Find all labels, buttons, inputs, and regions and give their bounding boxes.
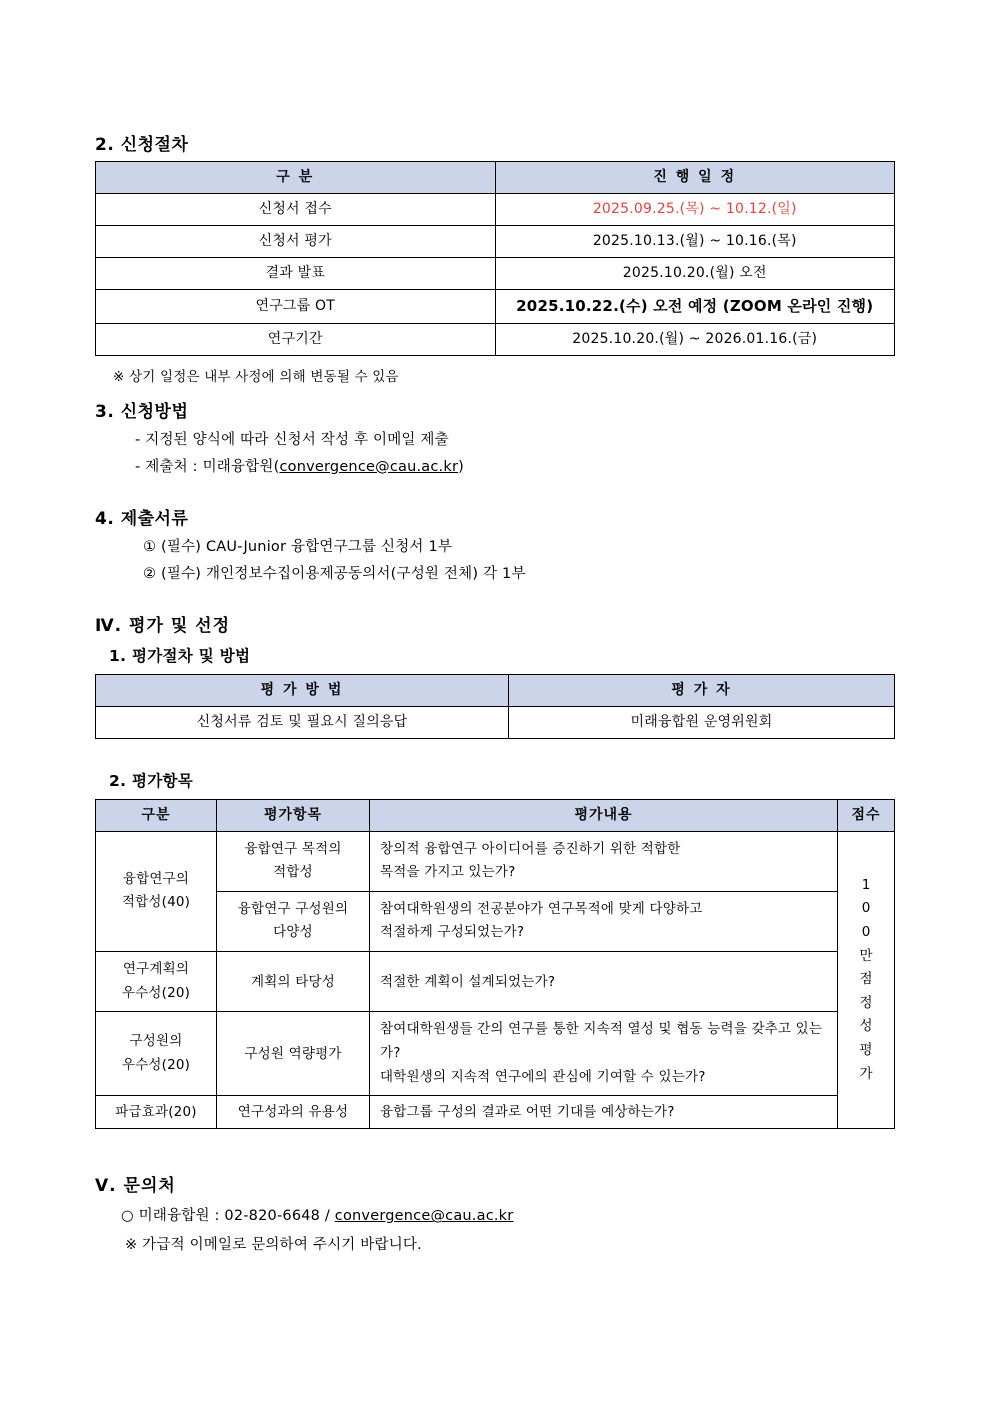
criteria-division-2-line1: 연구계획의: [122, 961, 190, 977]
criteria-division-2-line2: 우수성(20): [121, 984, 191, 1001]
documents-line-1: ① (필수) CAU-Junior 융합연구그룹 신청서 1부: [143, 538, 453, 555]
eval-value-evaluator: 미래융합원 운영위원회: [509, 706, 895, 738]
schedule-value-review: 2025.10.13.(월) ~ 10.16.(목): [495, 226, 895, 258]
criteria-desc-1-2: [370, 891, 838, 951]
table-row: [96, 831, 895, 891]
criteria-desc-1-2-line1: 참여대학원생의 전공분야가 연구목적에 맞게 다양하고: [380, 900, 703, 917]
criteria-item-1-2-line2: 다양성: [273, 924, 313, 941]
section-heading-apply-method: 3. 신청방법: [95, 401, 189, 422]
schedule-table: [95, 161, 895, 356]
schedule-label-ot: 연구그룹 OT: [96, 290, 496, 324]
criteria-desc-3-1: [370, 1012, 838, 1096]
table-row: [96, 1096, 895, 1129]
criteria-division-3-line2: 우수성(20): [121, 1056, 191, 1073]
criteria-division-1-line1: 융합연구의: [122, 870, 190, 887]
criteria-desc-4-1: 융합그룹 구성의 결과로 어떤 기대를 예상하는가?: [370, 1096, 838, 1129]
criteria-item-1-1-line2: 적합성: [273, 864, 313, 881]
score-char-2: 0: [861, 900, 871, 917]
criteria-table: [95, 799, 895, 1130]
documents-line-2: ② (필수) 개인정보수집이용제공동의서(구성원 전체) 각 1부: [143, 565, 526, 582]
criteria-division-1: [96, 831, 217, 952]
score-char-5: 점: [859, 971, 873, 988]
criteria-desc-1-1-line2: 목적을 가지고 있는가?: [380, 864, 516, 881]
schedule-header-date: 진 행 일 정: [495, 162, 895, 194]
document-content: [95, 130, 895, 1262]
section-heading-contact: Ⅴ. 문의처: [95, 1176, 176, 1197]
table-row: [96, 226, 895, 258]
eval-header-method: 평 가 방 법: [96, 674, 509, 706]
criteria-item-3-1: 구성원 역량평가: [217, 1012, 370, 1096]
schedule-label-receipt: 신청서 접수: [96, 194, 496, 226]
schedule-label-period: 연구기간: [96, 323, 496, 355]
table-header-row: [96, 674, 895, 706]
contact-line: [121, 1204, 895, 1225]
schedule-value-ot: 2025.10.22.(수) 오전 예정 (ZOOM 온라인 진행): [495, 290, 895, 324]
table-row: [96, 323, 895, 355]
schedule-value-result: 2025.10.20.(월) 오전: [495, 258, 895, 290]
table-row: [96, 1012, 895, 1096]
criteria-division-1-line2: 적합성(40): [121, 894, 191, 911]
table-header-row: [96, 799, 895, 831]
eval-header-evaluator: 평 가 자: [509, 674, 895, 706]
criteria-desc-3-1-line2: 대학원생의 지속적 연구에의 관심에 기여할 수 있는가?: [380, 1068, 706, 1085]
submit-suffix-text: ): [458, 458, 464, 475]
criteria-desc-1-1-line1: 창의적 융합연구 아이디어를 증진하기 위한 적합한: [380, 840, 681, 857]
schedule-label-result: 결과 발표: [96, 258, 496, 290]
contact-email-link[interactable]: convergence@cau.ac.kr: [334, 1208, 514, 1225]
criteria-score-cell: [838, 831, 895, 1129]
table-row: [96, 290, 895, 324]
criteria-header-score: 점수: [838, 799, 895, 831]
criteria-division-2: [96, 952, 217, 1012]
criteria-item-1-1-line1: 융합연구 목적의: [244, 840, 342, 857]
section-heading-evaluation: Ⅳ. 평가 및 선정: [95, 615, 230, 636]
table-header-row: [96, 162, 895, 194]
criteria-desc-3-1-line1: 참여대학원생들 간의 연구를 통한 지속적 열성 및 협동 능력을 갖추고 있는가?: [380, 1021, 823, 1061]
eval-value-method: 신청서류 검토 및 필요시 질의응답: [96, 706, 509, 738]
section-heading-apply-process: 2. 신청절차: [95, 135, 189, 155]
schedule-value-receipt: 2025.09.25.(목) ~ 10.12.(일): [495, 194, 895, 226]
table-row: [96, 706, 895, 738]
criteria-division-4: 파급효과(20): [96, 1096, 217, 1129]
criteria-item-1-2-line1: 융합연구 구성원의: [237, 900, 349, 917]
submit-prefix-text: - 제출처 : 미래융합원(: [135, 458, 280, 475]
section-heading-eval-process: 1. 평가절차 및 방법: [109, 646, 251, 665]
criteria-header-item: 평가항목: [217, 799, 370, 831]
score-char-9: 가: [859, 1065, 873, 1082]
criteria-header-division: 구분: [96, 799, 217, 831]
section-heading-eval-criteria: 2. 평가항목: [109, 771, 194, 790]
score-char-3: 0: [861, 923, 871, 940]
contact-note: ※ 가급적 이메일로 문의하여 주시기 바랍니다.: [125, 1237, 422, 1254]
criteria-item-1-1: [217, 831, 370, 891]
score-char-4: 만: [859, 947, 873, 964]
section-heading-documents: 4. 제출서류: [95, 508, 189, 529]
apply-method-submit-line: [135, 455, 895, 476]
apply-method-line-1: - 지정된 양식에 따라 신청서 작성 후 이메일 제출: [135, 431, 449, 448]
table-row: [96, 194, 895, 226]
score-char-8: 평: [859, 1042, 873, 1058]
score-char-6: 정: [859, 994, 873, 1011]
evaluation-method-table: [95, 674, 895, 739]
score-char-7: 성: [859, 1018, 873, 1035]
table-row: [96, 952, 895, 1012]
schedule-header-division: 구 분: [96, 162, 496, 194]
table-row: [96, 258, 895, 290]
schedule-label-review: 신청서 평가: [96, 226, 496, 258]
criteria-division-3-line1: 구성원의: [129, 1033, 183, 1050]
criteria-item-2-1: 계획의 타당성: [217, 952, 370, 1012]
criteria-division-3: [96, 1012, 217, 1096]
criteria-header-content: 평가내용: [370, 799, 838, 831]
criteria-item-1-2: [217, 891, 370, 951]
score-char-1: 1: [861, 876, 871, 893]
schedule-value-period: 2025.10.20.(월) ~ 2026.01.16.(금): [495, 323, 895, 355]
criteria-desc-1-1: [370, 831, 838, 891]
criteria-desc-1-2-line2: 적절하게 구성되었는가?: [380, 924, 525, 941]
submit-email-link[interactable]: convergence@cau.ac.kr: [279, 458, 459, 475]
schedule-note: ※ 상기 일정은 내부 사정에 의해 변동될 수 있음: [113, 368, 399, 385]
contact-prefix-text: ○ 미래융합원 : 02-820-6648 /: [121, 1208, 335, 1225]
criteria-item-4-1: 연구성과의 유용성: [217, 1096, 370, 1129]
criteria-desc-2-1: 적절한 계획이 설계되었는가?: [370, 952, 838, 1012]
